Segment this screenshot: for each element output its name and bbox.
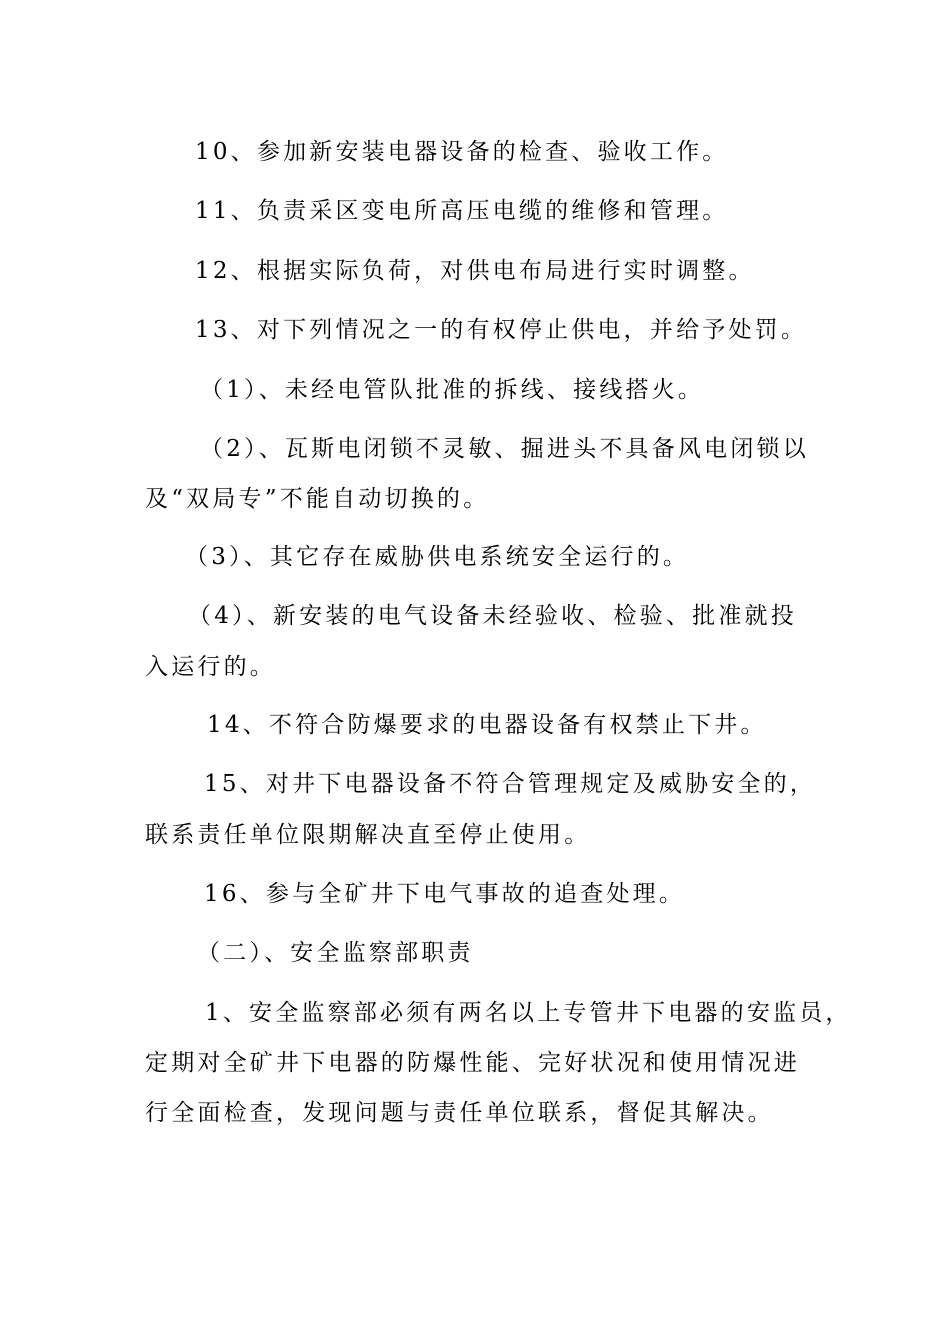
duty-item-14: 14、不符合防爆要求的电器设备有权禁止下井。 [207, 712, 767, 738]
duty-item-15-line-2: 联系责任单位限期解决直至停止使用。 [145, 822, 591, 848]
sub-item-2-line-2: 及“双局专”不能自动切换的。 [145, 486, 490, 512]
sub-item-4-line-2: 入运行的。 [145, 654, 276, 680]
safety-item-1-line-2: 定期对全矿井下电器的防爆性能、完好状况和使用情况进 [145, 1050, 800, 1076]
duty-item-16: 16、参与全矿井下电气事故的追查处理。 [204, 881, 686, 907]
sub-item-4-line-1: （4）、新安装的电气设备未经验收、检验、批准就投 [188, 603, 797, 629]
safety-item-1-line-3: 行全面检查，发现问题与责任单位联系，督促其解决。 [145, 1100, 774, 1126]
duty-item-12: 12、根据实际负荷，对供电布局进行实时调整。 [195, 258, 755, 284]
sub-item-1: （1）、未经电管队批准的拆线、接线搭火。 [200, 377, 705, 403]
duty-item-10: 10、参加新安装电器设备的检查、验收工作。 [195, 139, 729, 165]
safety-item-1-line-1: 1、安全监察部必须有两名以上专管井下电器的安监员， [205, 1000, 852, 1026]
sub-item-3: （3）、其它存在威胁供电系统安全运行的。 [185, 544, 690, 570]
duty-item-11: 11、负责采区变电所高压电缆的维修和管理。 [195, 198, 729, 224]
section-heading: （二）、安全监察部职责 [197, 940, 474, 966]
sub-item-2-line-1: （2）、瓦斯电闭锁不灵敏、掘进头不具备风电闭锁以 [200, 436, 809, 462]
duty-item-15-line-1: 15、对井下电器设备不符合管理规定及威胁安全的， [204, 771, 817, 797]
duty-item-13: 13、对下列情况之一的有权停止供电，并给予处罚。 [195, 317, 808, 343]
